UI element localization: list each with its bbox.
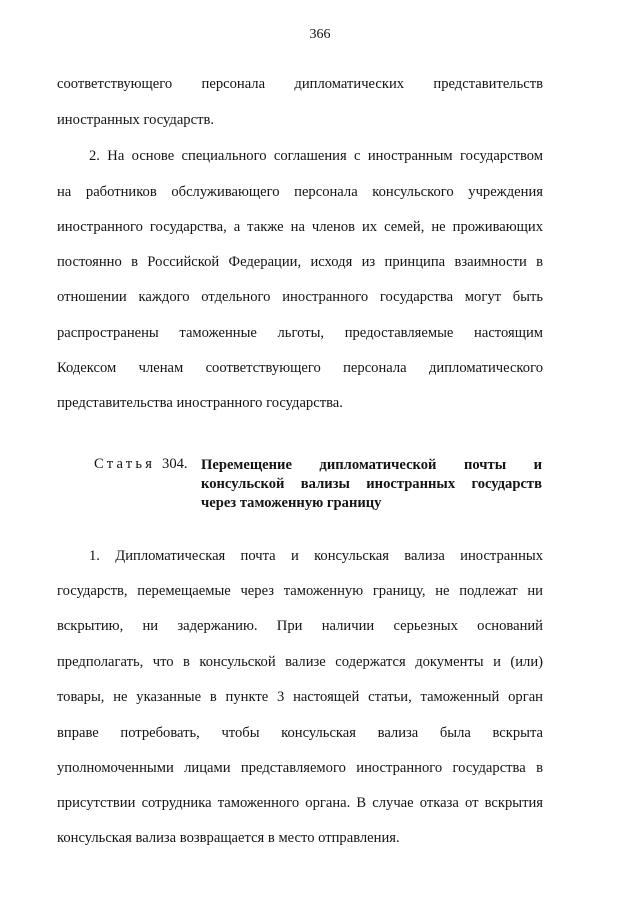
paragraph-line: представительства иностранного государства. (57, 395, 343, 411)
paragraph-line: уполномоченными лицами представляемого иностранного государства в (57, 760, 543, 776)
article-title-line: Перемещение дипломатической почты и (201, 457, 542, 473)
paragraph-line: товары, не указанные в пункте 3 настоящей статьи, таможенный орган (57, 689, 543, 705)
paragraph-line: распространены таможенные льготы, предоставляемые настоящим (57, 325, 543, 341)
article-number: 304. (162, 456, 188, 472)
paragraph-line: предполагать, что в консульской вализе содержатся документы и (или) (57, 654, 543, 670)
paragraph-line: присутствии сотрудника таможенного органа. В случае отказа от вскрытия (57, 795, 543, 811)
article-title-line: через таможенную границу (201, 495, 382, 511)
article-title-line: консульской вализы иностранных государств (201, 476, 542, 492)
paragraph-line: вскрытию, ни задержанию. При наличии серьезных оснований (57, 618, 543, 634)
paragraph-line: Кодексом членам соответствующего персонала дипломатического (57, 360, 543, 376)
paragraph-line: соответствующего персонала дипломатических представительств (57, 76, 543, 92)
article-label-prefix: Статья (94, 456, 156, 472)
article-label (94, 456, 188, 473)
paragraph-line: государств, перемещаемые через таможенную границу, не подлежат ни (57, 583, 543, 599)
paragraph-line: отношении каждого отдельного иностранного государства могут быть (57, 289, 543, 305)
paragraph-line: консульская вализа возвращается в место отправления. (57, 830, 400, 846)
paragraph-line: иностранных государств. (57, 112, 214, 128)
paragraph-line: на работников обслуживающего персонала консульского учреждения (57, 184, 543, 200)
paragraph-line: 2. На основе специального соглашения с иностранным государством (89, 148, 543, 164)
page-number: 366 (309, 27, 331, 42)
paragraph-line: вправе потребовать, чтобы консульская вализа была вскрыта (57, 725, 543, 741)
paragraph-line: 1. Дипломатическая почта и консульская вализа иностранных (89, 548, 543, 564)
paragraph-line: постоянно в Российской Федерации, исходя из принципа взаимности в (57, 254, 543, 270)
paragraph-line: иностранного государства, а также на членов их семей, не проживающих (57, 219, 543, 235)
